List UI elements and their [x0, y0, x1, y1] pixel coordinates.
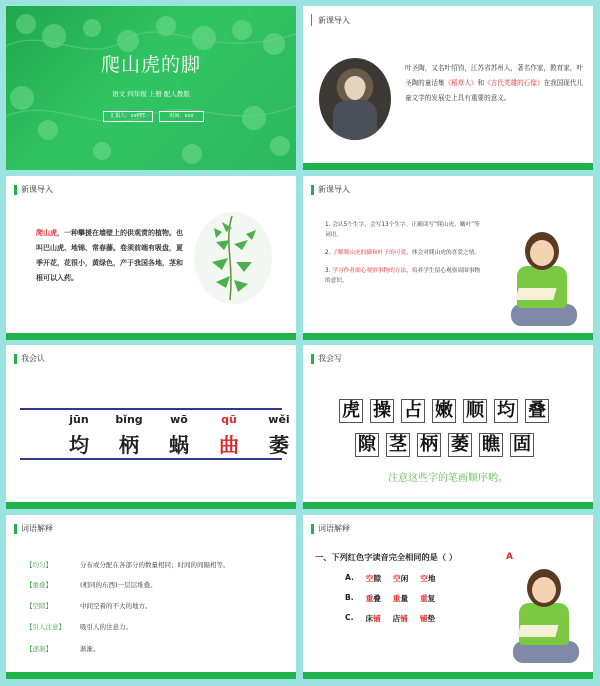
slide-heading: 新课导入 [318, 15, 350, 25]
vocab-row [26, 580, 157, 589]
goal-highlight: 了解爬山虎的脚和叶子的可爱 [332, 250, 407, 256]
slide-title[interactable] [6, 6, 296, 170]
option-word [393, 573, 408, 584]
girl-book [515, 288, 556, 300]
char-tiles-row-1 [339, 399, 549, 423]
char-tile: 操 [370, 399, 394, 423]
vocab-term: 【逐渐】 [26, 645, 52, 653]
vocab-def: 中间空着的不大的地方。 [80, 602, 152, 610]
girl-face [532, 577, 556, 603]
vocab-term: 【空隙】 [26, 602, 52, 610]
vocab-def: 吸引人的注意力。 [80, 623, 132, 631]
option-char-red: 重 [392, 594, 401, 603]
slide-footer-bar [6, 333, 296, 340]
character: 蜗 [169, 433, 189, 457]
slide-header [311, 184, 350, 195]
author-body [333, 100, 377, 140]
character: 曲 [219, 433, 239, 457]
char-tile: 叠 [525, 399, 549, 423]
character: 均 [69, 433, 89, 457]
goal-item [325, 266, 485, 286]
book-title-2: 《古代英雄的石像》 [484, 79, 544, 87]
author-text-part: 叶圣陶，又名叶绍钧，江苏省苏州人，著名作家，教育家，叶圣陶的童话集 [405, 64, 584, 87]
goal-text: ，体会对爬山虎的喜爱之情。 [406, 250, 481, 256]
divider-top [20, 408, 282, 410]
option-word [420, 593, 435, 604]
option-char: 垫 [427, 614, 436, 623]
leaf-icon [194, 212, 272, 304]
presenter-pill: 汇报人：xxPPT [103, 111, 153, 122]
vocab-term: 【引人注意】 [26, 623, 65, 631]
header-mark-icon [311, 354, 314, 364]
option-char-red: 空 [393, 574, 401, 583]
char-card [162, 413, 196, 458]
header-mark-icon [311, 185, 314, 195]
option-char: 叠 [373, 594, 381, 603]
option-label: B. [345, 593, 354, 602]
vocab-term: 【重叠】 [26, 581, 52, 589]
char-card [262, 413, 296, 458]
slide-header [14, 184, 53, 195]
pinyin: jūn [69, 413, 89, 426]
slide-footer-bar [303, 672, 593, 679]
option-word [393, 613, 408, 624]
reading-girl-image [507, 569, 585, 669]
exercise-answer: A [506, 552, 513, 562]
slide-header [14, 523, 53, 534]
subtitle: 语文 四年级 上册 配人教版 [112, 90, 190, 98]
author-text-part: 在我国现代儿童文学的发展史上具有重要的意义。 [405, 79, 584, 102]
goal-item [325, 220, 485, 240]
goal-text: 1. 会认5个生字，会写13个生字。正确读写“爬山虎、嫩叶”等词语。 [325, 222, 480, 238]
author-photo [319, 58, 391, 140]
char-card [62, 413, 96, 458]
option-label: A. [345, 573, 354, 582]
option-char-red: 铺 [373, 614, 381, 623]
option-label: C. [345, 613, 354, 622]
girl-book [517, 625, 558, 637]
option-a[interactable] [345, 573, 435, 584]
slide-intro-author[interactable] [303, 6, 593, 170]
slide-footer-bar [303, 333, 593, 340]
header-mark-icon [311, 14, 312, 26]
book-title-1: 《稻草人》 [444, 79, 478, 87]
char-tile: 顺 [463, 399, 487, 423]
char-tile: 嫩 [432, 399, 456, 423]
pinyin: bǐng [115, 413, 143, 426]
divider-bottom [20, 458, 282, 460]
option-char-red: 重 [420, 594, 428, 603]
exercise-question: 一、下列红色字读音完全相同的是（ ） [315, 552, 458, 562]
slide-intro-plant[interactable] [6, 176, 296, 340]
option-char: 闲 [400, 574, 409, 583]
option-char: 复 [427, 594, 436, 603]
slide-write[interactable] [303, 345, 593, 509]
slide-footer-bar [6, 672, 296, 679]
char-row [62, 413, 296, 458]
character: 柄 [119, 433, 139, 457]
char-card [112, 413, 146, 458]
header-mark-icon [311, 524, 314, 534]
slide-exercise[interactable] [303, 515, 593, 679]
char-tile: 占 [401, 399, 425, 423]
girl-face [530, 240, 554, 266]
char-tile: 均 [494, 399, 518, 423]
slide-recognize[interactable] [6, 345, 296, 509]
leaf-icon [6, 6, 296, 170]
slide-footer-bar [303, 163, 593, 170]
slide-heading: 新课导入 [21, 185, 53, 194]
option-word [366, 593, 381, 604]
girl-shirt [517, 266, 567, 308]
option-char: 床 [365, 614, 374, 623]
goal-text: 3. [325, 268, 333, 274]
option-word [365, 613, 380, 624]
option-char: 隙 [373, 574, 382, 583]
slide-footer-bar [6, 502, 296, 509]
pinyin: wěi [268, 413, 290, 426]
option-char: 量 [400, 594, 409, 603]
author-face [345, 76, 365, 100]
slide-heading: 词语解释 [318, 524, 350, 533]
slide-heading: 词语解释 [21, 524, 53, 533]
goal-list [325, 220, 485, 294]
slide-header [311, 523, 350, 534]
reading-girl-image [505, 232, 583, 332]
vocab-def: 分布或分配在各部分的数量相同；时间的间隔相等。 [80, 561, 230, 569]
character: 萎 [269, 433, 289, 457]
goal-highlight: 学习作者细心观察事物的方法 [332, 268, 407, 274]
char-tile: 瞧 [479, 433, 503, 457]
slide-heading: 新课导入 [318, 185, 350, 194]
goal-text: ，培养学生留心观察周围事物的意识。 [325, 268, 481, 284]
author-text [405, 61, 587, 106]
vocab-row [26, 622, 132, 631]
girl-shirt [519, 603, 569, 645]
stroke-order-note: 注意这些字的笔画顺序哟。 [388, 473, 508, 484]
option-char-red: 铺 [419, 614, 428, 623]
option-b[interactable] [345, 593, 435, 604]
option-word [366, 573, 381, 584]
plant-text [36, 226, 188, 286]
plant-name: 爬山虎 [36, 229, 57, 237]
vocab-row [26, 560, 230, 569]
goal-text: 2. [325, 250, 333, 256]
author-text-part: 和 [477, 79, 485, 87]
ivy-image [194, 212, 272, 304]
option-word [393, 593, 408, 604]
char-tiles-row-2 [355, 433, 534, 457]
page-title: 爬山虎的脚 [100, 54, 201, 76]
slide-header [14, 353, 45, 364]
vocab-row [26, 601, 152, 610]
vocab-def: (相同的东西)一层层堆叠。 [80, 581, 157, 589]
plant-desc: ，一种攀援在墙壁上的供观赏的植物。也叫巴山虎、地锦、常春藤。卷须前端有吸盘，夏季开花，花很小，黄绿色，产于我国各地，茎和根可以入药。 [36, 229, 183, 282]
vocab-row [26, 644, 100, 653]
slide-header [311, 353, 342, 364]
option-char: 店 [392, 614, 401, 623]
pinyin: wō [170, 413, 188, 426]
vocab-term: 【均匀】 [26, 561, 52, 569]
char-tile: 萎 [448, 433, 472, 457]
slide-heading: 我会写 [318, 354, 342, 363]
header-mark-icon [14, 185, 17, 195]
header-mark-icon [14, 354, 17, 364]
time-pill: 时间：xxx [159, 111, 204, 122]
option-char-red: 空 [365, 574, 374, 583]
slide-footer-bar [303, 502, 593, 509]
char-tile: 茎 [386, 433, 410, 457]
option-char-red: 重 [365, 594, 374, 603]
option-word [420, 573, 435, 584]
option-char-red: 空 [420, 574, 428, 583]
option-word [420, 613, 435, 624]
slide-goals[interactable] [303, 176, 593, 340]
option-c[interactable] [345, 613, 435, 624]
char-tile: 柄 [417, 433, 441, 457]
char-tile: 虎 [339, 399, 363, 423]
slide-vocabulary[interactable] [6, 515, 296, 679]
slide-header [311, 14, 350, 26]
vocab-def: 渐渐。 [80, 645, 100, 653]
char-card-highlight [212, 413, 246, 458]
pinyin: qū [221, 413, 237, 426]
goal-item [325, 248, 485, 258]
option-char-red: 铺 [400, 614, 408, 623]
header-mark-icon [14, 524, 17, 534]
char-tile: 隙 [355, 433, 379, 457]
char-tile: 固 [510, 433, 534, 457]
option-char: 地 [427, 574, 436, 583]
slide-heading: 我会认 [21, 354, 45, 363]
